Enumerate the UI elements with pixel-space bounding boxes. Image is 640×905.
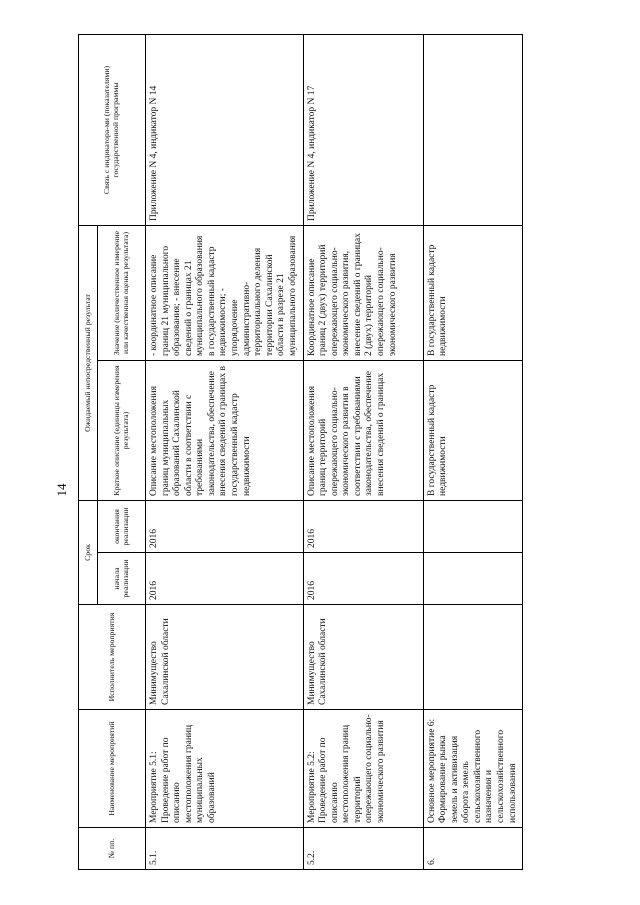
- row-executor: [423, 605, 523, 710]
- header-link: Связь с индикатора-ми (показателями) государственной программы: [79, 34, 146, 225]
- row-name: Основное мероприятие 6: Формирование рынка земель и активизация оборота земель сельскохозяйственного назначения и сельскохозяйственного использования: [423, 710, 523, 828]
- row-num: 5.2.: [303, 828, 423, 870]
- row-start: 2016: [146, 553, 304, 605]
- table-row: [423, 34, 523, 869]
- row-result-desc: Описание местоположения границ муниципальных образований Сахалинской области в соответствии с требованиями законодательства, обеспечение внесения сведений о границах в государственный кадастр недвижимости: [146, 360, 304, 500]
- header-term: Срок: [79, 500, 98, 604]
- header-result-desc: Краткое описание (единицы измерения результата): [98, 360, 146, 500]
- table-row: [303, 34, 423, 869]
- row-name: Мероприятие 5.1: Проведение работ по описанию местоположения границ муниципальных образований: [146, 710, 304, 828]
- row-executor: Минимущество Сахалинской области: [303, 605, 423, 710]
- measures-table: [78, 34, 523, 870]
- row-result-value: - координатное описание границ 21 муниципального образования; - внесение сведений о границах 21 муниципального образования в государственный кадастр недвижимости; - упорядочение административно-территориального деления территории Сахалинской области в разрезе 21 муниципального образования: [146, 225, 304, 360]
- header-start: начала реализации: [98, 553, 146, 605]
- row-result-desc: Описание местоположения границ территорий опережающего социально-экономического развития в соответствии с требованиями законодательства, обеспечение внесения сведений о границах: [303, 360, 423, 500]
- row-executor: Минимущество Сахалинской области: [146, 605, 304, 710]
- page-number: 14: [54, 483, 69, 497]
- header-num: № пп.: [79, 828, 146, 870]
- row-end: [423, 500, 523, 552]
- row-result-value: Координатное описание границ 2 (двух) территорий опережающего социально-экономического развития, внесение сведений о границах 2 (двух) территорий опережающего социально-экономического развития: [303, 225, 423, 360]
- header-end: окончания реализации: [98, 500, 146, 552]
- row-name: Мероприятие 5.2: Проведение работ по описанию местоположения границ территорий опережающего социально-экономического развития: [303, 710, 423, 828]
- row-start: 2016: [303, 553, 423, 605]
- header-executor: Исполнитель мероприятия: [79, 605, 146, 710]
- row-link: [423, 34, 523, 225]
- row-link: Приложение N 4, индикатор N 14: [146, 34, 304, 225]
- row-start: [423, 553, 523, 605]
- row-link: Приложение N 4, индикатор N 17: [303, 34, 423, 225]
- row-num: 5.1.: [146, 828, 304, 870]
- row-result-desc: В государственный кадастр недвижимости: [423, 360, 523, 500]
- rotated-page: [54, 35, 518, 870]
- table-row: [146, 34, 304, 869]
- header-result: Ожидаемый непосредственный результат: [79, 225, 98, 500]
- row-end: 2016: [146, 500, 304, 552]
- row-num: 6.: [423, 828, 523, 870]
- header-result-value: Значение (количественное измерение или качественная оценка результата): [98, 225, 146, 360]
- row-end: 2016: [303, 500, 423, 552]
- header-name: Наименование мероприятий: [79, 710, 146, 828]
- row-result-value: В государственный кадастр недвижимости: [423, 225, 523, 360]
